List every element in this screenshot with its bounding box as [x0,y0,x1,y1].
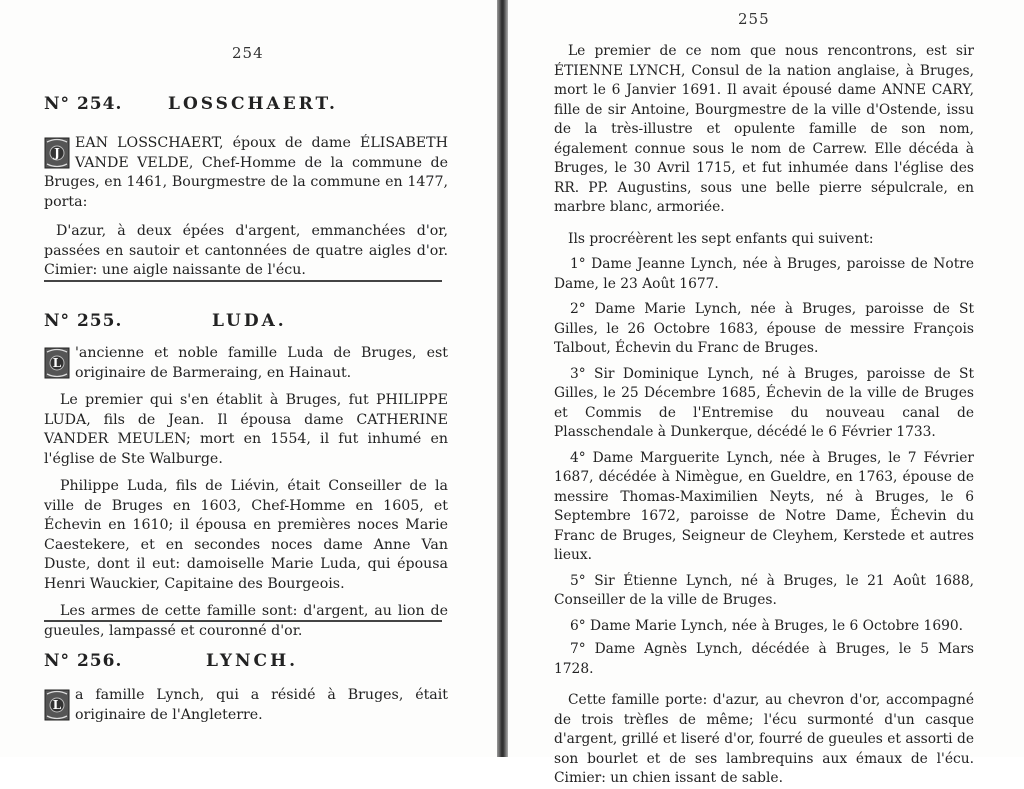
right-text [554,42,974,789]
paragraph: a famille Lynch, qui a résidé à Bruges, était originaire de l'Angleterre. [75,687,448,723]
entry-body-255 [44,344,448,641]
left-page [0,0,498,757]
child-entry-5: 5° Sir Étienne Lynch, né à Bruges, le 21 Août 1688, Conseiller de la ville de Bruges. [554,572,974,608]
child-entry-2: 2° Dame Marie Lynch, née à Bruges, paroisse de St Gilles, le 26 Octobre 1683, épouse de messire François Talbout, Échevin du Franc de Bruges. [554,301,974,356]
paragraph: Le premier qui s'en établit à Bruges, fut PHILIPPE LUDA, fils de Jean. Il épousa dame CATHERINE VANDER MEULEN; mort en 1554, il fut inhumé en l'église de Ste Walburge. [44,392,448,467]
entry-heading-255 [44,311,444,337]
child-entry-1: 1° Dame Jeanne Lynch, née à Bruges, paroisse de Notre Dame, le 23 Août 1677. [554,256,974,292]
entry-number: N° 255. [44,311,123,331]
page-number-right: 255 [738,10,770,28]
page-number-left: 254 [232,44,264,62]
paragraph: EAN LOSSCHAERT, époux de dame ÉLISABETH VANDE VELDE, Chef-Homme de la commune de Bruges, en 1461, Bourgmestre de la commune en 1477, porta: [44,135,448,210]
book-gutter [497,0,508,757]
intro-paragraph: Le premier de ce nom que nous rencontrons, est sir ÉTIENNE LYNCH, Consul de la nation anglaise, à Bruges, mort le 6 Janvier 1691. Il avait épousé dame ANNE CARY, fille de sir Antoine, Bourgmestre de la ville d'Ostende, issu de la très-illustre et opulente famille de son nom, également connue sous le nom de Carrew. Elle décéda à Bruges, le 30 Avril 1715, et fut inhumée dans l'église des RR. PP. Augustins, sous une belle pierre sépulcrale, en marbre blanc, armoriée. [554,43,974,215]
section-divider [44,620,442,622]
ornamental-initial [44,137,70,169]
entry-name: LYNCH. [206,651,299,671]
paragraph-arms: Les armes de cette famille sont: d'argent, au lion de gueules, lampassé et couronné d'or. [44,603,448,639]
entry-number: N° 256. [44,651,123,671]
section-divider [44,280,442,282]
right-page [508,0,1024,786]
child-entry-7: 7° Dame Agnès Lynch, décédée à Bruges, le 5 Mars 1728. [554,641,974,677]
entry-heading-256 [44,651,444,677]
entry-heading-254 [44,94,444,120]
drop-letter: L [52,698,62,712]
child-entry-4: 4° Dame Marguerite Lynch, née à Bruges, le 7 Février 1687, décédée à Nimègue, en Gueldre, en 1763, épouse de messire Thomas-Maximilien Neyts, né à Bruges, le 6 Septembre 1672, paroisse de Notre Dame, Échevin du Franc de Bruges, Seigneur de Cleyhem, Kerstede et autres lieux. [554,449,974,563]
paragraph-arms: D'azur, à deux épées d'argent, emmanchées d'or, passées en sautoir et cantonnées de quatre aigles d'or. Cimier: une aigle naissante de l'écu. [44,223,448,278]
entry-body-254 [44,134,448,281]
paragraph: 'ancienne et noble famille Luda de Bruges, est originaire de Barmeraing, en Hainaut. [75,345,448,381]
entry-name: LUDA. [212,311,287,331]
entry-body-256 [44,686,448,725]
entry-number: N° 254. [44,94,123,114]
entry-name: LOSSCHAERT. [168,94,338,114]
drop-letter: J [54,146,60,160]
children-intro: Ils procréèrent les sept enfants qui suivent: [568,230,874,247]
child-entry-3: 3° Sir Dominique Lynch, né à Bruges, paroisse de St Gilles, le 25 Décembre 1685, Échevin de la ville de Bruges et Commis de l'Entremise du nouveau canal de Plasschendale à Dunkerque, décédé le 6 Février 1733. [554,365,974,440]
drop-letter: L [52,356,62,370]
ornamental-initial [44,347,70,379]
child-entry-6: 6° Dame Marie Lynch, née à Bruges, le 6 Octobre 1690. [570,617,964,634]
ornamental-initial [44,689,70,721]
paragraph: Philippe Luda, fils de Liévin, était Conseiller de la ville de Bruges en 1603, Chef-Homme en 1605, et Échevin en 1610; il épousa en premières noces Marie Caestekere, et en secondes noces dame Anne Van Duste, dont il eut: damoiselle Marie Luda, qui épousa Henri Wauckier, Capitaine des Bourgeois. [44,478,448,592]
arms-paragraph: Cette famille porte: d'azur, au chevron d'or, accompagné de trois trèfles de même; l'écu surmonté d'un casque d'argent, grillé et liseré d'or, fourré de gueules et assorti de son bourlet et de ses lambrequins aux émaux de l'écu. Cimier: un chien issant de sable. [554,692,974,786]
